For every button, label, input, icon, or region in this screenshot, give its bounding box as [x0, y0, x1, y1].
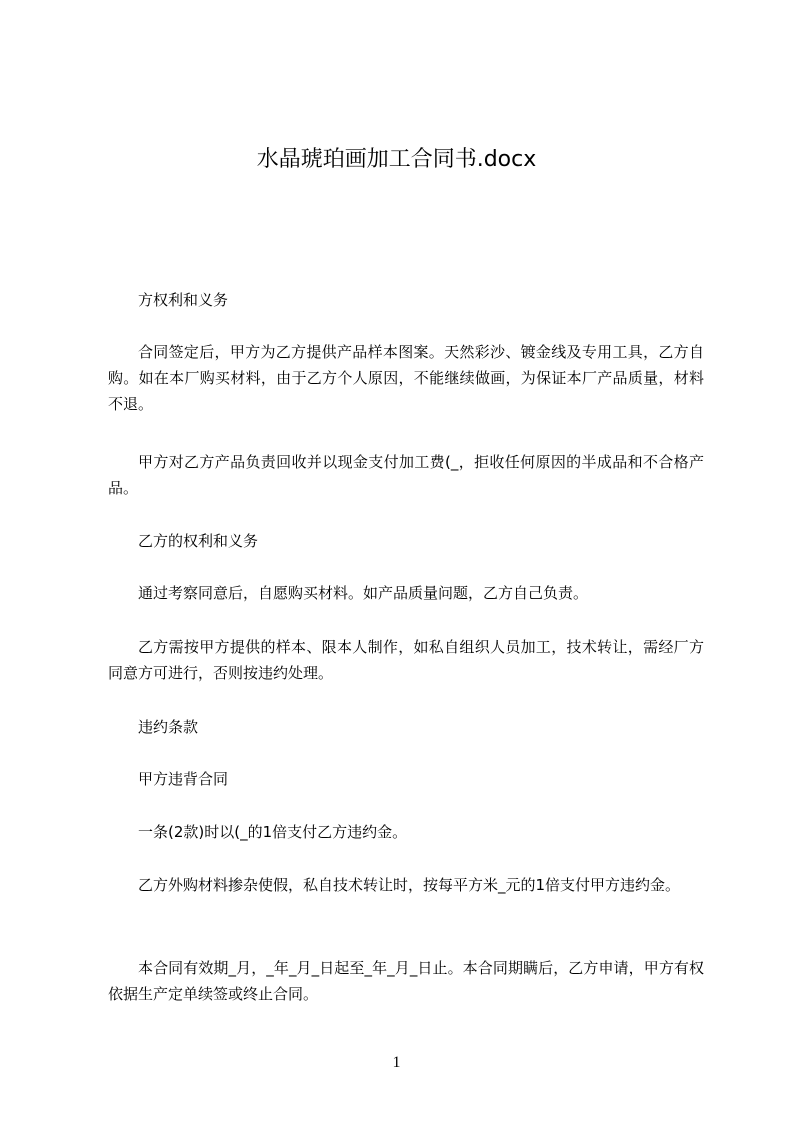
paragraph: 一条(2款)时以(_的1倍支付乙方违约金。: [138, 823, 408, 841]
section-heading: 违约条款: [138, 718, 199, 736]
paragraph: 乙方外购材料掺杂使假，私自技术转让时，按每平方米_元的1倍支付甲方违约金。: [138, 876, 681, 894]
paragraph: 合同签定后，甲方为乙方提供产品样本图案。天然彩沙、镀金线及专用工具，乙方自购。如在本厂购买材料，由于乙方个人原因，不能继续做画，为保证本厂产品质量，材料不退。: [108, 343, 704, 413]
page-number: 1: [392, 1054, 401, 1071]
paragraph: 本合同有效期_月，_年_月_日起至_年_月_日止。本合同期瞒后，乙方申请，甲方有权依据生产定单续签或终止合同。: [108, 959, 704, 1003]
paragraph: 甲方对乙方产品负责回收并以现金支付加工费(_，拒收任何原因的半成品和不合格产品。: [108, 453, 704, 497]
section-heading: 方权利和义务: [138, 291, 229, 309]
paragraph: 通过考察同意后，自愿购买材料。如产品质量问题，乙方自己负责。: [138, 584, 589, 602]
document-title: 水晶琥珀画加工合同书.docx: [256, 147, 537, 172]
paragraph: 乙方需按甲方提供的样本、限本人制作，如私自组织人员加工，技术转让，需经厂方同意方可进行，否则按违约处理。: [108, 638, 704, 682]
section-heading: 甲方违背合同: [138, 770, 229, 788]
section-heading: 乙方的权利和义务: [138, 532, 259, 550]
